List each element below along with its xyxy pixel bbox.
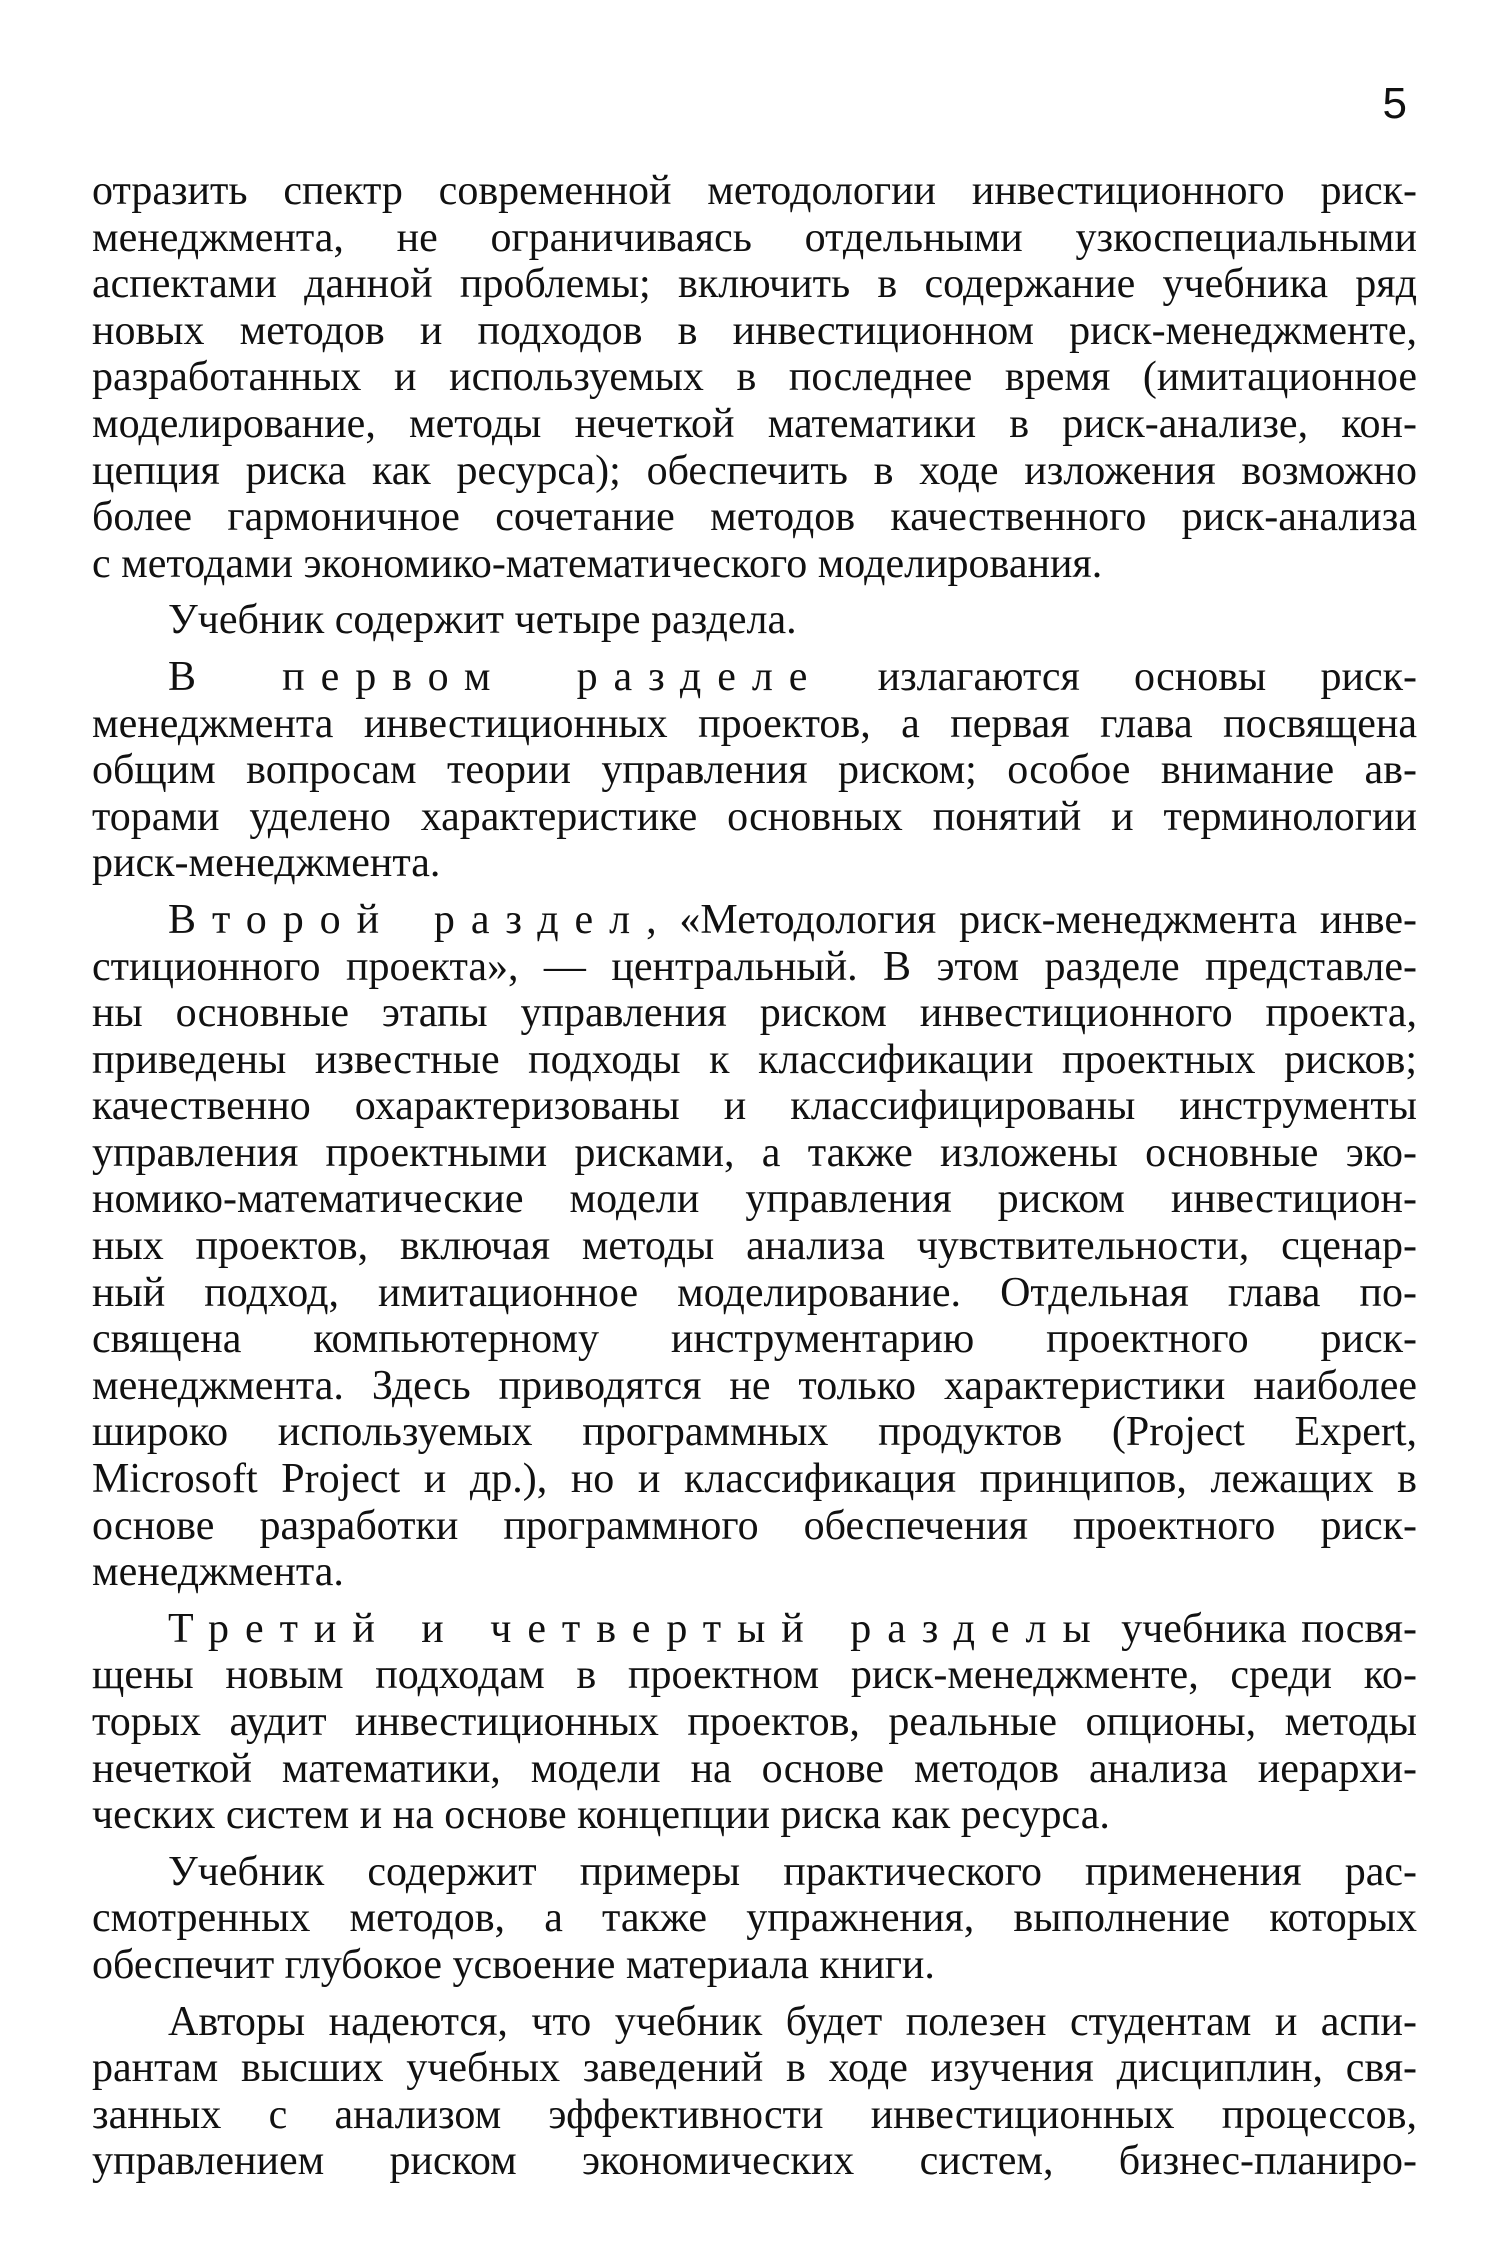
- text-line: отразить спектр современной методологии инвестиционного риск-: [92, 168, 1417, 214]
- paragraph-6: [92, 1849, 1417, 1989]
- text-line: занных с анализом эффективности инвестиционных процессов,: [92, 2091, 1417, 2138]
- text-fragment: , «Методология риск-менеджмента инве-: [646, 896, 1418, 943]
- paragraph-5: [92, 1606, 1417, 1839]
- emphasis-first-section: В первом разделе: [168, 653, 824, 700]
- text-line: менеджмента инвестиционных проектов, а первая глава посвящена: [92, 700, 1417, 747]
- text-line: ных проектов, включая методы анализа чувствительности, сценар-: [92, 1223, 1417, 1270]
- text-fragment: учебника посвя-: [1106, 1605, 1417, 1652]
- emphasis-third-fourth-sections: Третий и четвертый разделы: [168, 1605, 1107, 1652]
- text-line: нечеткой математики, модели на основе методов анализа иерархи-: [92, 1745, 1417, 1792]
- body-text: [92, 168, 1417, 2185]
- text-line: новых методов и подходов в инвестиционном риск-менеджменте,: [92, 307, 1417, 354]
- text-line: священа компьютерному инструментарию проектного риск-: [92, 1316, 1417, 1363]
- text-fragment: излагаются основы риск-: [823, 653, 1417, 700]
- emphasis-second-section: Второй раздел: [168, 896, 647, 943]
- paragraph-4: [92, 897, 1417, 1596]
- text-line: менеджмента, не ограничиваясь отдельными узкоспециальными: [92, 214, 1417, 261]
- text-line: [92, 1606, 1417, 1653]
- text-line: цепция риска как ресурса); обеспечить в ходе изложения возможно: [92, 447, 1417, 494]
- text-line: менеджмента.: [92, 1549, 344, 1596]
- text-line: Учебник содержит примеры практического применения рас-: [168, 1848, 1417, 1895]
- paragraph-3: [92, 654, 1417, 887]
- text-line: качественно охарактеризованы и классифицированы инструменты: [92, 1083, 1417, 1130]
- text-line: торами уделено характеристике основных понятий и терминологии: [92, 793, 1417, 840]
- text-line: аспектами данной проблемы; включить в содержание учебника ряд: [92, 261, 1417, 308]
- text-line: [92, 897, 1417, 944]
- text-line: смотренных методов, а также упражнения, выполнение которых: [92, 1895, 1417, 1942]
- paragraph-7: [92, 1999, 1417, 2185]
- text-line: номико-математические модели управления риском инвестицион-: [92, 1176, 1417, 1223]
- text-line: моделирование, методы нечеткой математики в риск-анализе, кон-: [92, 400, 1417, 447]
- text-line: широко используемых программных продуктов (Project Expert,: [92, 1409, 1417, 1456]
- text-line: управлением риском экономических систем, бизнес-планиро-: [92, 2138, 1417, 2185]
- text-line: Учебник содержит четыре раздела.: [168, 597, 797, 644]
- text-line: более гармоничное сочетание методов качественного риск-анализа: [92, 494, 1417, 541]
- text-line: Авторы надеются, что учебник будет полезен студентам и аспи-: [168, 1998, 1417, 2045]
- text-line: стиционного проекта», — центральный. В этом разделе представле-: [92, 943, 1417, 990]
- paragraph-1: [92, 168, 1417, 587]
- text-line: Microsoft Project и др.), но и классификация принципов, лежащих в: [92, 1456, 1417, 1503]
- text-line: щены новым подходам в проектном риск-менеджменте, среди ко-: [92, 1652, 1417, 1699]
- text-line: разработанных и используемых в последнее время (имитационное: [92, 354, 1417, 401]
- text-line: ческих систем и на основе концепции риска как ресурса.: [92, 1792, 1110, 1839]
- text-line: обеспечит глубокое усвоение материала книги.: [92, 1941, 935, 1988]
- paragraph-2: [92, 597, 1417, 644]
- text-line: риск-менеджмента.: [92, 840, 441, 887]
- text-line: ный подход, имитационное моделирование. Отдельная глава по-: [92, 1269, 1417, 1316]
- text-line: ны основные этапы управления риском инвестиционного проекта,: [92, 990, 1417, 1037]
- text-line: управления проектными рисками, а также изложены основные эко-: [92, 1129, 1417, 1176]
- text-line: менеджмента. Здесь приводятся не только характеристики наиболее: [92, 1362, 1417, 1409]
- text-line: с методами экономико-математического моделирования.: [92, 540, 1103, 587]
- page-number: 5: [1382, 79, 1407, 128]
- text-line: торых аудит инвестиционных проектов, реальные опционы, методы: [92, 1699, 1417, 1745]
- text-line: приведены известные подходы к классификации проектных рисков;: [92, 1036, 1417, 1083]
- text-line: общим вопросам теории управления риском; особое внимание ав-: [92, 747, 1417, 794]
- text-line: [92, 654, 1417, 701]
- text-line: рантам высших учебных заведений в ходе изучения дисциплин, свя-: [92, 2045, 1417, 2092]
- text-line: основе разработки программного обеспечения проектного риск-: [92, 1502, 1417, 1549]
